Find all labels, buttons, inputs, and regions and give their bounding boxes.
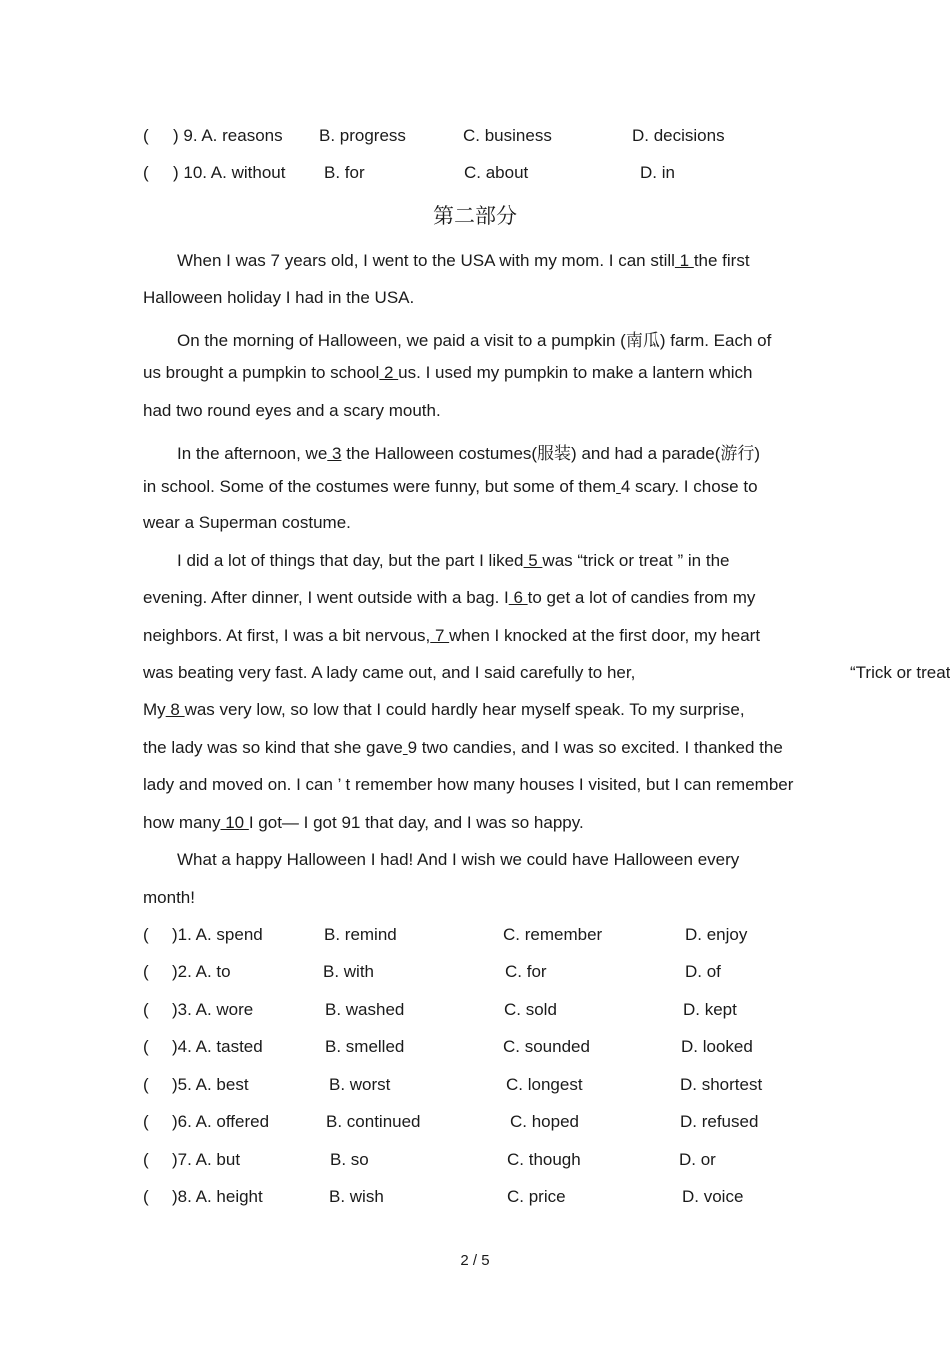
passage-line: in school. Some of the costumes were funny, but some of them 4 scary. I chose to — [143, 477, 758, 496]
blank-6: 6 — [508, 588, 528, 607]
option-b: B. remind — [324, 925, 397, 944]
answer-paren: ( — [143, 1075, 149, 1094]
option-a: )4. A. tasted — [172, 1037, 263, 1056]
blank-2: 2 — [379, 363, 399, 382]
option-c: C. longest — [506, 1075, 583, 1094]
option-c: C. for — [505, 962, 547, 981]
option-a: )7. A. but — [172, 1150, 241, 1169]
option-a: ) 9. A. reasons — [173, 126, 283, 145]
option-d: D. of — [685, 962, 721, 981]
option-a: )6. A. offered — [172, 1112, 270, 1131]
answer-paren: ( — [143, 1150, 149, 1169]
blank-1: 1 — [674, 251, 694, 270]
option-a: )8. A. height — [172, 1187, 263, 1206]
answer-paren: ( — [143, 1000, 149, 1019]
passage-line: the lady was so kind that she gave 9 two candies, and I was so excited. I thanked the — [143, 738, 783, 757]
passage-line: lady and moved on. I can ’ t remember how many houses I visited, but I can remember — [143, 775, 794, 794]
passage-line-cut: “Trick or treat — [850, 663, 950, 682]
option-c: C. business — [463, 126, 552, 145]
passage-line: When I was 7 years old, I went to the USA with my mom. I can still 1 the first — [177, 251, 750, 270]
passage-line: My 8 was very low, so low that I could hardly hear myself speak. To my surprise, — [143, 700, 745, 719]
option-b: B. washed — [325, 1000, 405, 1019]
passage-line: I did a lot of things that day, but the part I liked 5 was “trick or treat ” in the — [177, 551, 730, 570]
option-d: D. or — [679, 1150, 716, 1169]
blank-5: 5 — [523, 551, 543, 570]
answer-paren: ( — [143, 962, 149, 981]
option-c: C. sold — [504, 1000, 557, 1019]
passage-line: had two round eyes and a scary mouth. — [143, 401, 441, 420]
answer-paren: ( — [143, 925, 149, 944]
option-d: D. voice — [682, 1187, 744, 1206]
option-b: B. continued — [326, 1112, 421, 1131]
option-d: D. enjoy — [685, 925, 748, 944]
passage-line: On the morning of Halloween, we paid a visit to a pumpkin (南瓜) farm. Each of — [177, 331, 772, 350]
option-a: )1. A. spend — [172, 925, 263, 944]
option-b: B. wish — [329, 1187, 384, 1206]
option-c: C. about — [464, 163, 529, 182]
passage-line: us brought a pumpkin to school 2 us. I used my pumpkin to make a lantern which — [143, 363, 753, 382]
option-c: C. sounded — [503, 1037, 590, 1056]
option-c: C. remember — [503, 925, 603, 944]
option-a: ) 10. A. without — [173, 163, 286, 182]
option-d: D. looked — [681, 1037, 753, 1056]
passage-line: Halloween holiday I had in the USA. — [143, 288, 415, 307]
option-d: D. refused — [680, 1112, 759, 1131]
option-b: B. so — [330, 1150, 369, 1169]
blank-7: 7 — [430, 626, 450, 645]
passage-line: In the afternoon, we 3 the Halloween costumes(服装) and had a parade(游行) — [177, 444, 761, 463]
page-number: 2 / 5 — [460, 1252, 490, 1269]
option-a: )5. A. best — [172, 1075, 249, 1094]
answer-paren: ( — [143, 163, 149, 182]
option-d: D. in — [640, 163, 675, 182]
answer-paren: ( — [143, 126, 149, 145]
passage-line: evening. After dinner, I went outside with a bag. I 6 to get a lot of candies from my — [143, 588, 756, 607]
blank-8: 8 — [165, 700, 185, 719]
blank-10: 10 — [220, 813, 249, 832]
answer-paren: ( — [143, 1112, 149, 1131]
option-c: C. hoped — [510, 1112, 579, 1131]
option-a: )2. A. to — [172, 962, 231, 981]
option-a: )3. A. wore — [172, 1000, 254, 1019]
option-b: B. smelled — [325, 1037, 405, 1056]
passage-line: month! — [143, 888, 195, 907]
passage-line: was beating very fast. A lady came out, and I said carefully to her, — [143, 663, 636, 682]
passage-line: What a happy Halloween I had! And I wish we could have Halloween every — [177, 850, 740, 869]
option-b: B. worst — [329, 1075, 391, 1094]
passage-line: how many 10 I got— I got 91 that day, and I was so happy. — [143, 813, 584, 832]
answer-paren: ( — [143, 1187, 149, 1206]
answer-paren: ( — [143, 1037, 149, 1056]
passage-line: wear a Superman costume. — [143, 513, 351, 532]
option-c: C. though — [507, 1150, 581, 1169]
option-d: D. kept — [683, 1000, 737, 1019]
option-b: B. progress — [319, 126, 406, 145]
blank-3: 3 — [327, 444, 342, 463]
section-title: 第二部分 — [433, 204, 517, 228]
option-c: C. price — [507, 1187, 566, 1206]
option-b: B. for — [324, 163, 365, 182]
option-d: D. shortest — [680, 1075, 763, 1094]
option-b: B. with — [323, 962, 375, 981]
option-d: D. decisions — [632, 126, 725, 145]
passage-line: neighbors. At first, I was a bit nervous, 7 when I knocked at the first door, my heart — [143, 626, 761, 645]
